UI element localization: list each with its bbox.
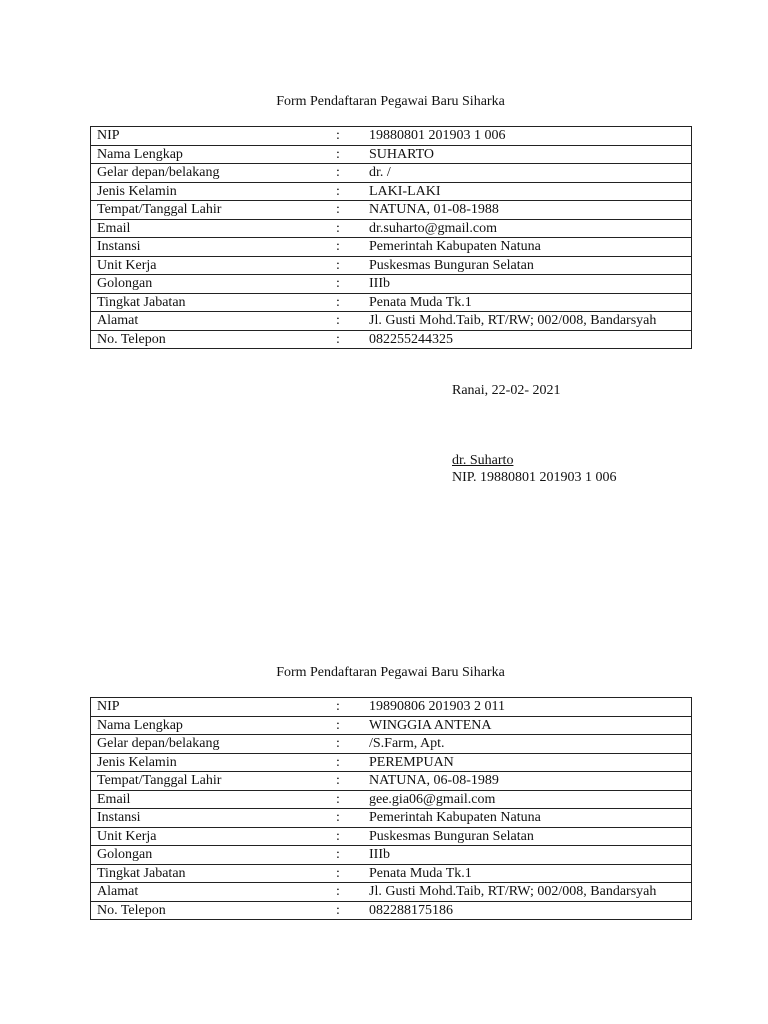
- table-row: [91, 753, 692, 772]
- registration-table: [90, 697, 692, 920]
- field-value: Penata Muda Tk.1: [362, 293, 692, 312]
- field-label: Email: [91, 219, 337, 238]
- field-label: Unit Kerja: [91, 827, 337, 846]
- field-value: /S.Farm, Apt.: [362, 735, 692, 754]
- table-row: [91, 901, 692, 920]
- table-row: [91, 256, 692, 275]
- table-row: [91, 716, 692, 735]
- field-label: Golongan: [91, 275, 337, 294]
- field-separator: :: [336, 330, 362, 349]
- field-value: LAKI-LAKI: [362, 182, 692, 201]
- field-label: NIP: [91, 127, 337, 146]
- table-row: [91, 293, 692, 312]
- field-label: No. Telepon: [91, 330, 337, 349]
- field-separator: :: [336, 772, 362, 791]
- table-row: [91, 238, 692, 257]
- field-label: Gelar depan/belakang: [91, 735, 337, 754]
- field-label: Gelar depan/belakang: [91, 164, 337, 183]
- field-separator: :: [336, 182, 362, 201]
- table-row: [91, 883, 692, 902]
- field-separator: :: [336, 883, 362, 902]
- signature-place-date: Ranai, 22-02- 2021: [452, 383, 561, 398]
- field-label: Alamat: [91, 883, 337, 902]
- field-value: Jl. Gusti Mohd.Taib, RT/RW; 002/008, Bandarsyah: [362, 312, 692, 331]
- field-value: 19890806 201903 2 011: [362, 698, 692, 717]
- field-separator: :: [336, 864, 362, 883]
- field-value: NATUNA, 06-08-1989: [362, 772, 692, 791]
- signature-block: [452, 382, 617, 487]
- field-value: PEREMPUAN: [362, 753, 692, 772]
- field-value: WINGGIA ANTENA: [362, 716, 692, 735]
- field-separator: :: [336, 901, 362, 920]
- signature-nip: NIP. 19880801 201903 1 006: [452, 470, 617, 485]
- field-label: Email: [91, 790, 337, 809]
- table-row: [91, 182, 692, 201]
- table-row: [91, 827, 692, 846]
- signature-name: dr. Suharto: [452, 453, 514, 468]
- table-row: [91, 219, 692, 238]
- field-separator: :: [336, 145, 362, 164]
- field-value: Jl. Gusti Mohd.Taib, RT/RW; 002/008, Bandarsyah: [362, 883, 692, 902]
- field-label: NIP: [91, 698, 337, 717]
- field-separator: :: [336, 809, 362, 828]
- table-row: [91, 127, 692, 146]
- field-value: Pemerintah Kabupaten Natuna: [362, 809, 692, 828]
- field-label: Golongan: [91, 846, 337, 865]
- field-separator: :: [336, 827, 362, 846]
- field-separator: :: [336, 164, 362, 183]
- field-value: Pemerintah Kabupaten Natuna: [362, 238, 692, 257]
- field-separator: :: [336, 275, 362, 294]
- table-row: [91, 330, 692, 349]
- field-separator: :: [336, 716, 362, 735]
- table-row: [91, 145, 692, 164]
- field-separator: :: [336, 790, 362, 809]
- table-row: [91, 809, 692, 828]
- field-value: 082288175186: [362, 901, 692, 920]
- field-label: Instansi: [91, 809, 337, 828]
- table-row: [91, 312, 692, 331]
- field-separator: :: [336, 127, 362, 146]
- field-separator: :: [336, 735, 362, 754]
- field-value: NATUNA, 01-08-1988: [362, 201, 692, 220]
- field-label: Tempat/Tanggal Lahir: [91, 201, 337, 220]
- field-separator: :: [336, 698, 362, 717]
- table-row: [91, 698, 692, 717]
- field-label: Tingkat Jabatan: [91, 293, 337, 312]
- table-row: [91, 790, 692, 809]
- field-label: Jenis Kelamin: [91, 182, 337, 201]
- table-row: [91, 201, 692, 220]
- field-value: 082255244325: [362, 330, 692, 349]
- table-row: [91, 772, 692, 791]
- field-separator: :: [336, 238, 362, 257]
- registration-table: [90, 126, 692, 349]
- field-value: IIIb: [362, 846, 692, 865]
- field-label: Tempat/Tanggal Lahir: [91, 772, 337, 791]
- field-separator: :: [336, 312, 362, 331]
- form-title: Form Pendaftaran Pegawai Baru Siharka: [276, 665, 505, 680]
- field-separator: :: [336, 293, 362, 312]
- field-separator: :: [336, 201, 362, 220]
- field-label: Jenis Kelamin: [91, 753, 337, 772]
- field-label: Unit Kerja: [91, 256, 337, 275]
- field-value: Penata Muda Tk.1: [362, 864, 692, 883]
- field-separator: :: [336, 219, 362, 238]
- field-value: dr.suharto@gmail.com: [362, 219, 692, 238]
- field-separator: :: [336, 753, 362, 772]
- table-row: [91, 275, 692, 294]
- registration-form-2: [90, 664, 692, 920]
- table-row: [91, 164, 692, 183]
- field-label: Instansi: [91, 238, 337, 257]
- registration-form-1: [90, 93, 692, 349]
- field-separator: :: [336, 256, 362, 275]
- field-value: IIIb: [362, 275, 692, 294]
- field-value: Puskesmas Bunguran Selatan: [362, 827, 692, 846]
- form-title: Form Pendaftaran Pegawai Baru Siharka: [276, 94, 505, 109]
- table-row: [91, 735, 692, 754]
- field-label: Nama Lengkap: [91, 716, 337, 735]
- field-value: 19880801 201903 1 006: [362, 127, 692, 146]
- field-value: SUHARTO: [362, 145, 692, 164]
- table-row: [91, 846, 692, 865]
- field-separator: :: [336, 846, 362, 865]
- field-value: dr. /: [362, 164, 692, 183]
- field-value: Puskesmas Bunguran Selatan: [362, 256, 692, 275]
- table-row: [91, 864, 692, 883]
- field-value: gee.gia06@gmail.com: [362, 790, 692, 809]
- field-label: Tingkat Jabatan: [91, 864, 337, 883]
- field-label: Nama Lengkap: [91, 145, 337, 164]
- field-label: No. Telepon: [91, 901, 337, 920]
- field-label: Alamat: [91, 312, 337, 331]
